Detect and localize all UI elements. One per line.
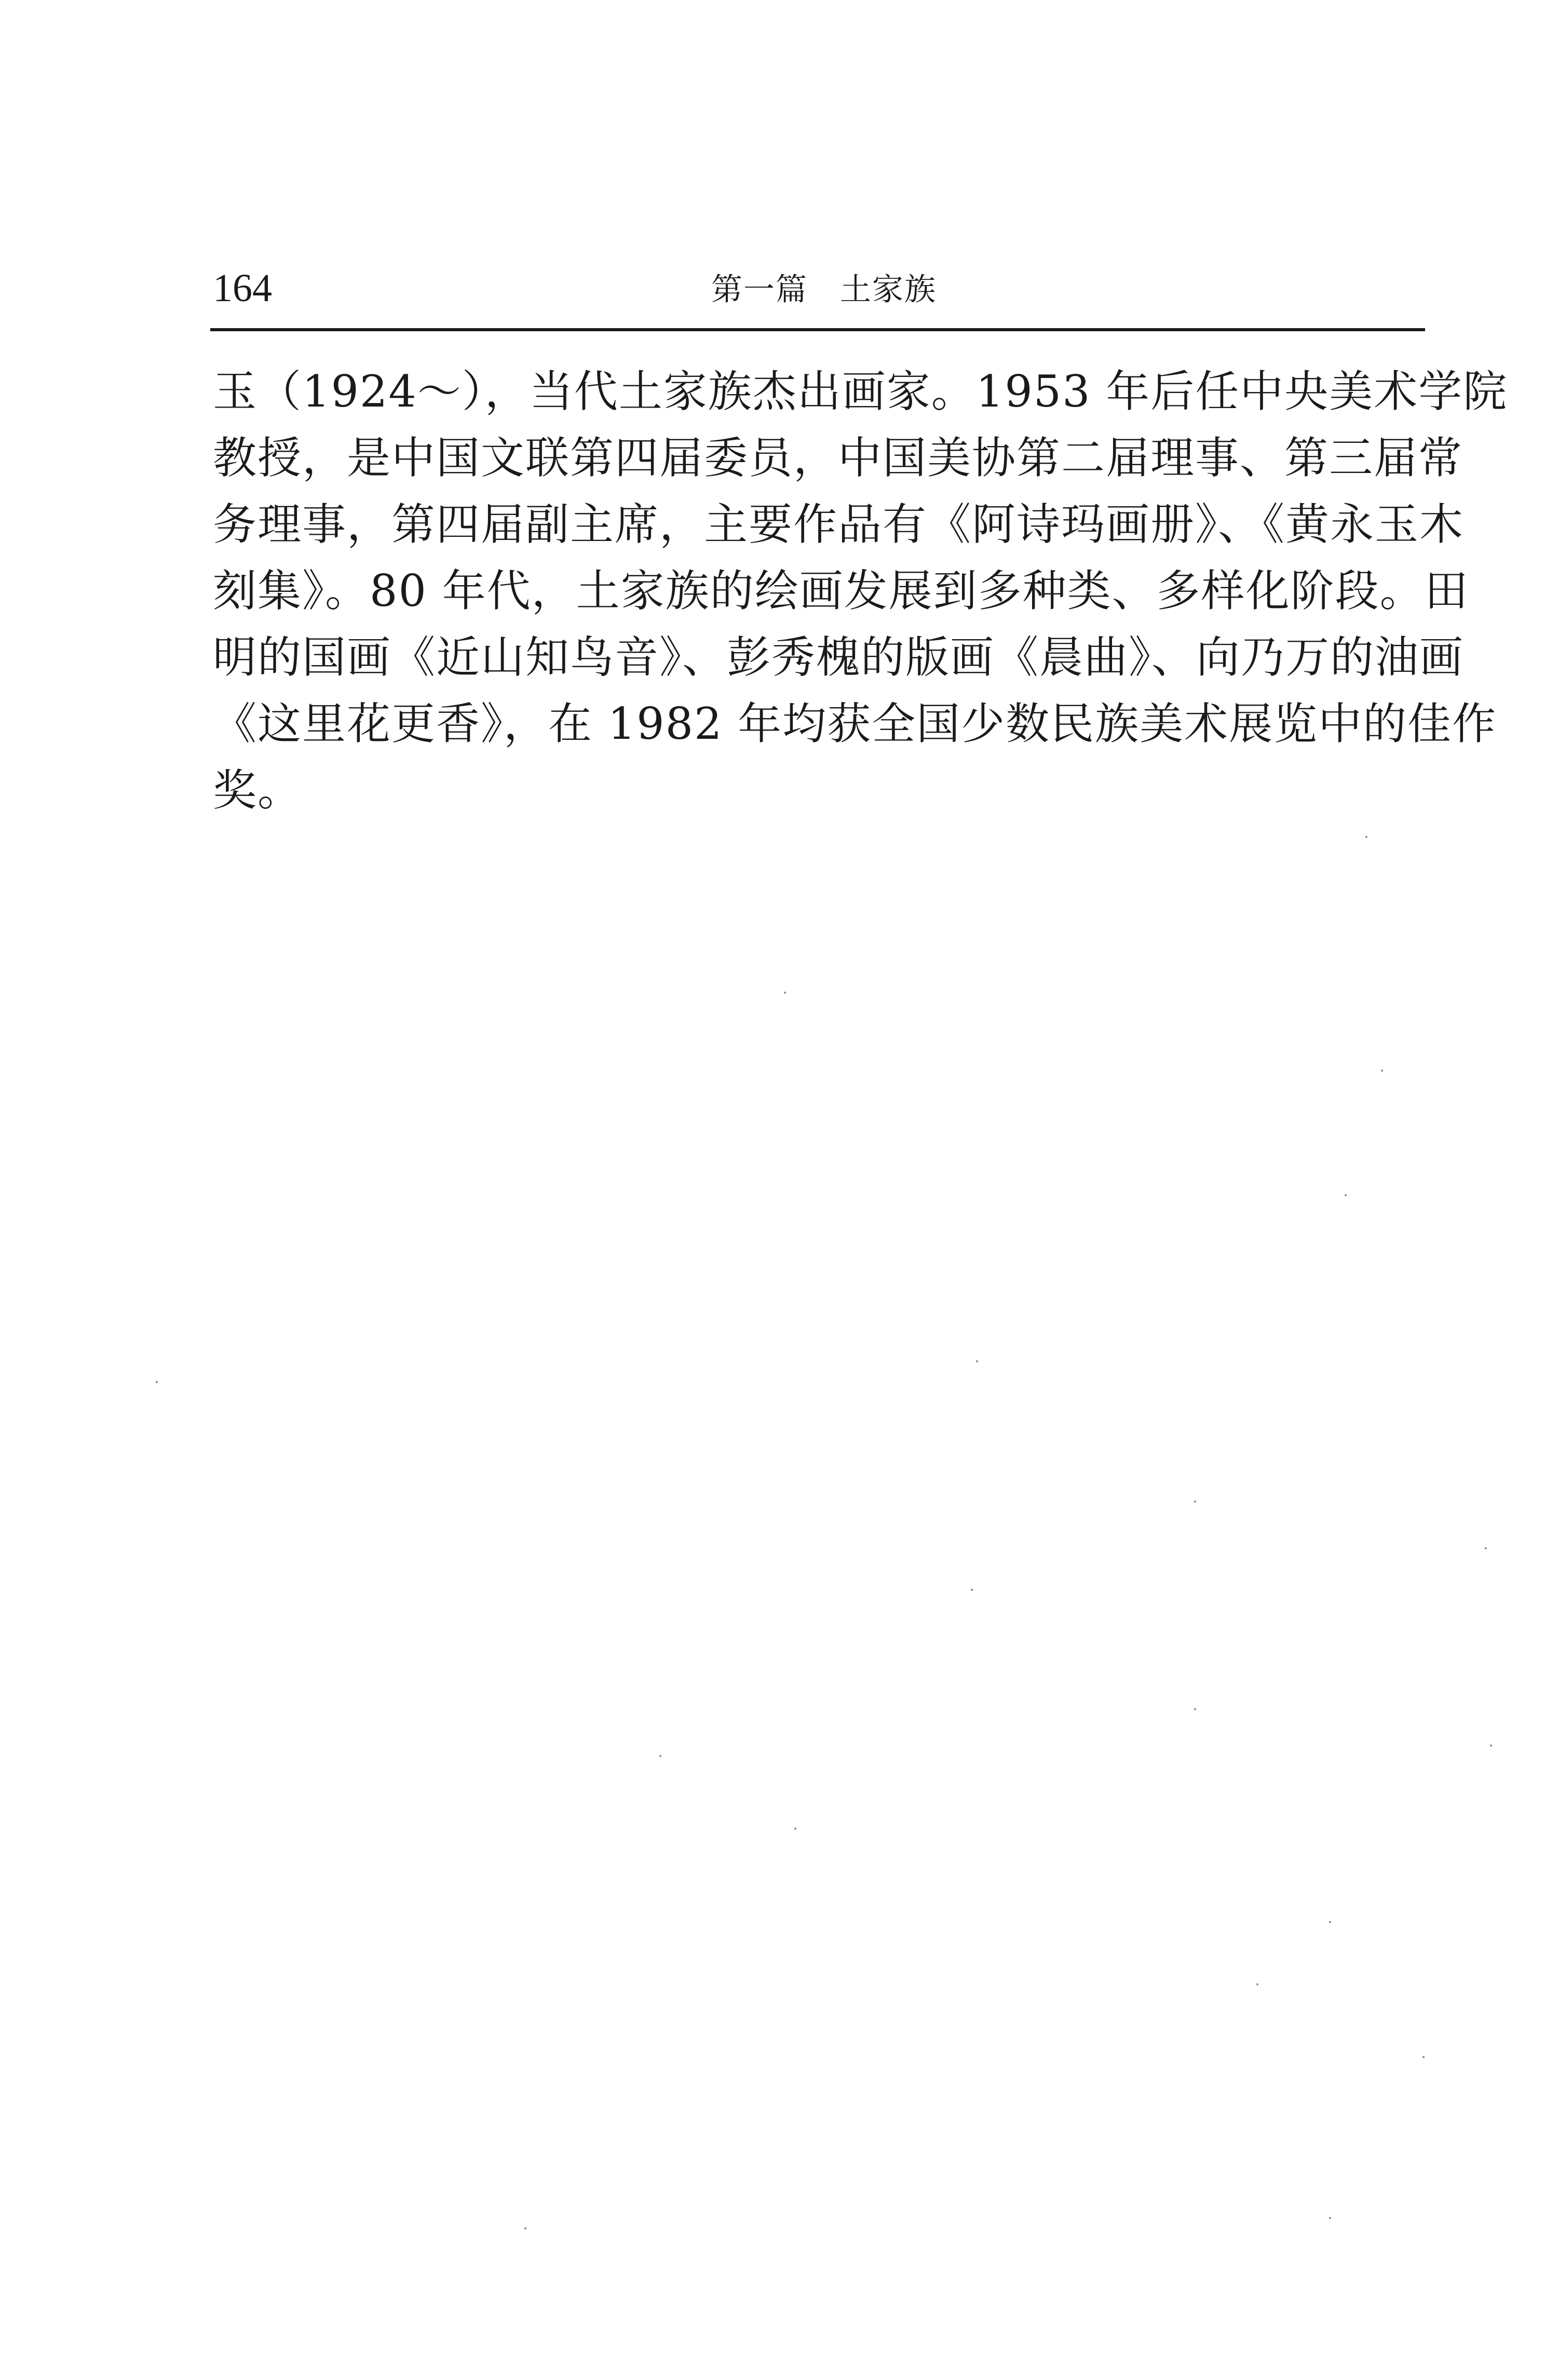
text-line: 奖。 [213,765,303,816]
scan-speck [1194,1500,1196,1503]
scan-speck [1194,1708,1196,1710]
text-line: 明的国画《近山知鸟音》、彭秀槐的版画《晨曲》、向乃万的油画 [213,632,1465,683]
text-line: 玉（1924～），当代土家族杰出画家。1953 年后任中央美术学院 [213,366,1508,417]
scan-speck [971,1589,973,1591]
body-paragraph [213,358,1508,823]
scan-speck [976,1360,978,1362]
scan-speck [794,1828,796,1830]
text-line: 教授，是中国文联第四届委员，中国美协第二届理事、第三届常 [213,432,1463,483]
text-line: 务理事，第四届副主席，主要作品有《阿诗玛画册》、《黄永玉木 [213,499,1465,550]
running-title: 第一篇 土家族 [711,272,937,308]
scan-speck [1365,836,1367,838]
scan-speck [784,992,786,994]
scan-speck [1490,1745,1492,1747]
scan-speck [1422,2056,1425,2058]
scan-speck [156,1381,158,1383]
scan-speck [524,2227,526,2229]
scan-speck [1256,1983,1258,1985]
header-divider [210,328,1425,331]
text-line: 《这里花更香》，在 1982 年均获全国少数民族美术展览中的佳作 [213,698,1497,749]
page-number: 164 [213,266,272,310]
scan-speck [1381,1070,1383,1072]
scan-speck [1329,1921,1331,1923]
scan-speck [1329,2217,1331,2219]
scan-speck [1345,1194,1347,1196]
scan-speck [1485,1547,1487,1549]
text-line: 刻集》。80 年代，土家族的绘画发展到多种类、多样化阶段。田 [213,565,1469,616]
scan-speck [659,1755,661,1757]
page-header [213,265,1422,327]
